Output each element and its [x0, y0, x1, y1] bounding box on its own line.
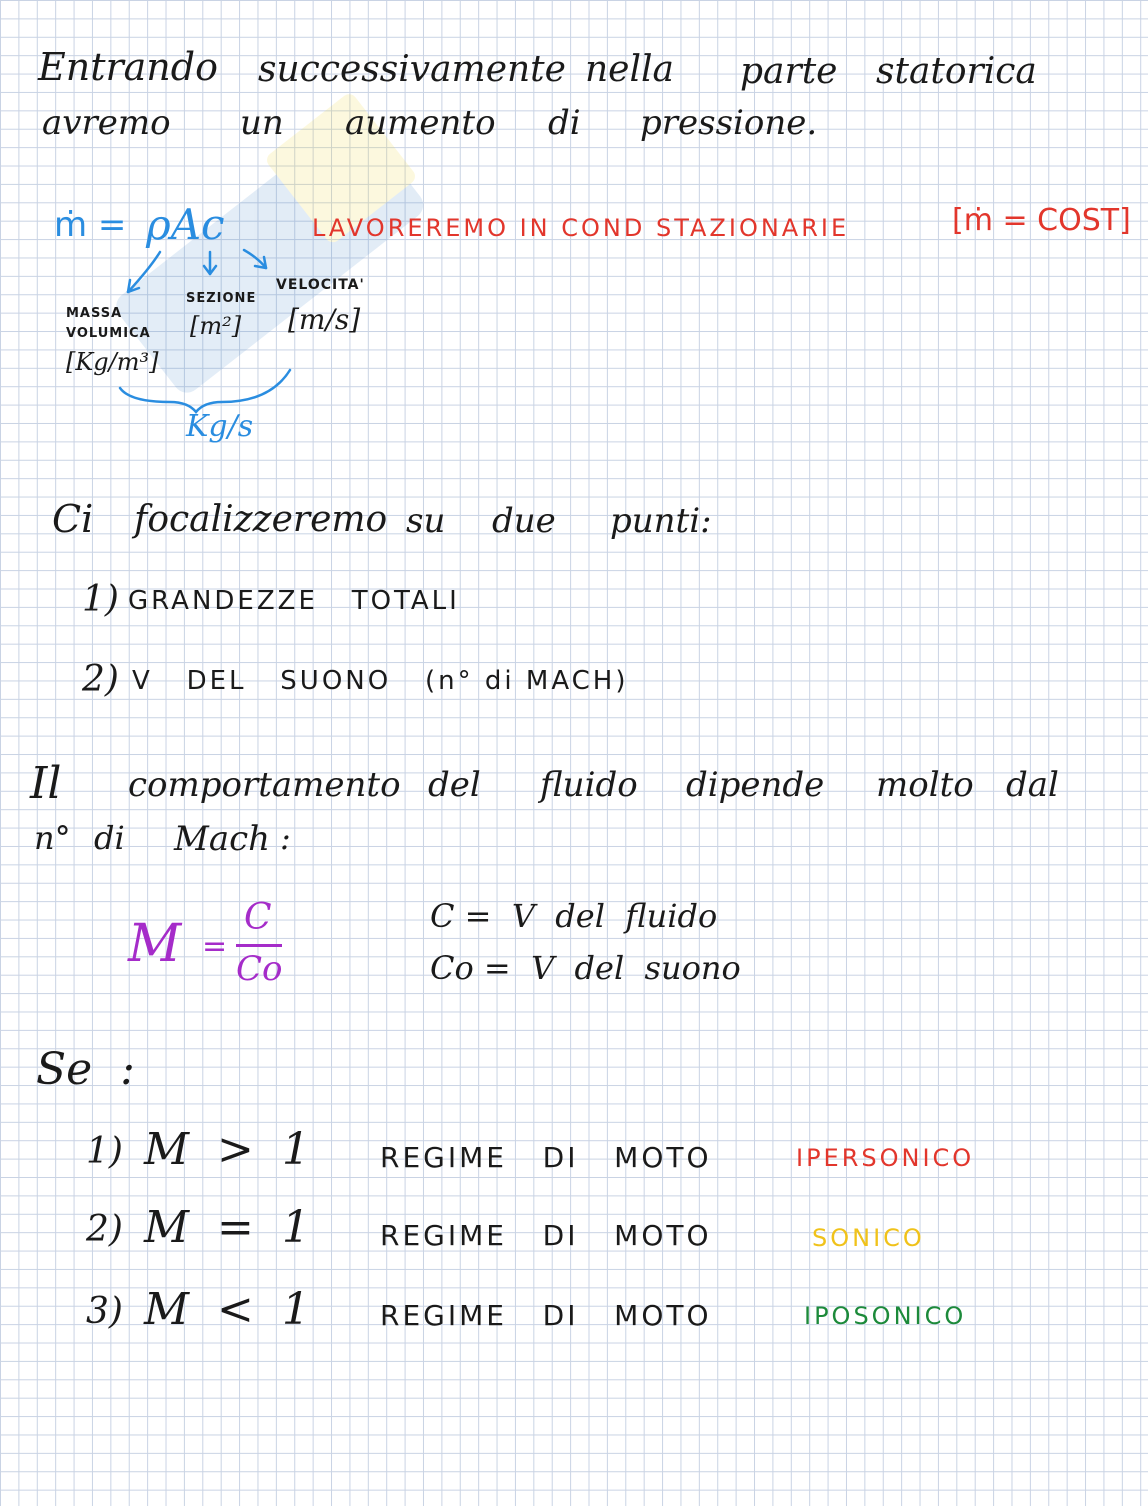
intro2-word-5: pressione. — [640, 103, 818, 143]
case-1-label: REGIME DI MOTO — [380, 1141, 712, 1174]
mach-intro-word-4: fluido — [540, 765, 638, 805]
intro-word-1: Entrando — [38, 45, 218, 89]
intro-word-2: successivamente — [258, 49, 566, 90]
focus-word-1: Ci — [52, 497, 94, 541]
focus-item-2-text: V DEL SUONO (n° di MACH) — [132, 666, 629, 696]
area-title: SEZIONE — [186, 291, 257, 306]
mach-intro2-word-1: n° — [34, 819, 71, 857]
case-2-label: REGIME DI MOTO — [380, 1219, 712, 1252]
case-1-num: 1) — [86, 1131, 123, 1172]
constant-bracket: [ṁ = COST] — [952, 203, 1131, 238]
cases-heading: Se : — [36, 1044, 135, 1095]
case-1-condition: M > 1 — [144, 1124, 310, 1175]
case-3-label: REGIME DI MOTO — [380, 1299, 712, 1332]
density-title: MASSA VOLUMICA — [66, 306, 151, 341]
area-unit: [m²] — [190, 312, 242, 340]
mach-numerator: C — [244, 897, 272, 938]
velocity-title: VELOCITA' — [276, 277, 365, 293]
stationary-note: LAVOREREMO IN COND STAZIONARIE — [312, 214, 850, 242]
intro-word-3: nella — [585, 49, 674, 90]
mass-flow-rhs: ρAc — [146, 200, 225, 249]
focus-item-1-num: 1) — [82, 579, 119, 620]
density-unit: [Kg/m³] — [66, 348, 159, 376]
case-1-regime: IPERSONICO — [796, 1144, 975, 1172]
case-3-regime: IPOSONICO — [804, 1302, 967, 1330]
mach-intro-word-3: del — [428, 765, 481, 805]
focus-word-2: focalizzeremo — [134, 499, 388, 540]
case-2-regime: SONICO — [812, 1224, 925, 1252]
def-c: C = V del fluido — [430, 897, 718, 935]
mach-intro-word-5: dipende — [686, 765, 825, 805]
intro-word-5: statorica — [876, 51, 1037, 92]
mach-denominator: Co — [236, 949, 283, 989]
mach-intro-word-6: molto — [876, 765, 974, 805]
mach-intro2-word-2: di — [94, 819, 125, 857]
mach-intro-word-1: Il — [30, 758, 62, 809]
mach-intro2-word-3: Mach — [174, 819, 271, 859]
case-2-num: 2) — [86, 1209, 123, 1250]
mass-flow-unit: Kg/s — [186, 409, 254, 444]
mach-equals: = — [202, 929, 228, 964]
mass-flow-lhs: ṁ = — [54, 205, 127, 245]
mach-fraction-bar — [236, 944, 282, 947]
mach-intro-word-2: comportamento — [128, 765, 401, 805]
intro2-word-1: avremo — [42, 103, 171, 143]
intro2-word-3: aumento — [345, 103, 496, 143]
focus-item-1-text: GRANDEZZE TOTALI — [128, 586, 460, 616]
intro-word-4: parte — [740, 51, 838, 92]
velocity-unit: [m/s] — [288, 303, 361, 336]
focus-word-5: punti: — [610, 501, 712, 541]
focus-item-2-num: 2) — [82, 659, 119, 700]
focus-word-4: due — [492, 501, 556, 541]
intro2-word-2: un — [240, 103, 284, 143]
case-3-condition: M < 1 — [144, 1284, 310, 1335]
mach-intro2-word-4: : — [280, 819, 291, 857]
mach-symbol: M — [128, 914, 182, 974]
focus-word-3: su — [406, 501, 446, 541]
case-3-num: 3) — [86, 1291, 123, 1332]
def-co: Co = V del suono — [430, 949, 741, 987]
mach-intro-word-7: dal — [1006, 765, 1059, 805]
case-2-condition: M = 1 — [144, 1202, 310, 1253]
intro2-word-4: di — [548, 103, 581, 143]
